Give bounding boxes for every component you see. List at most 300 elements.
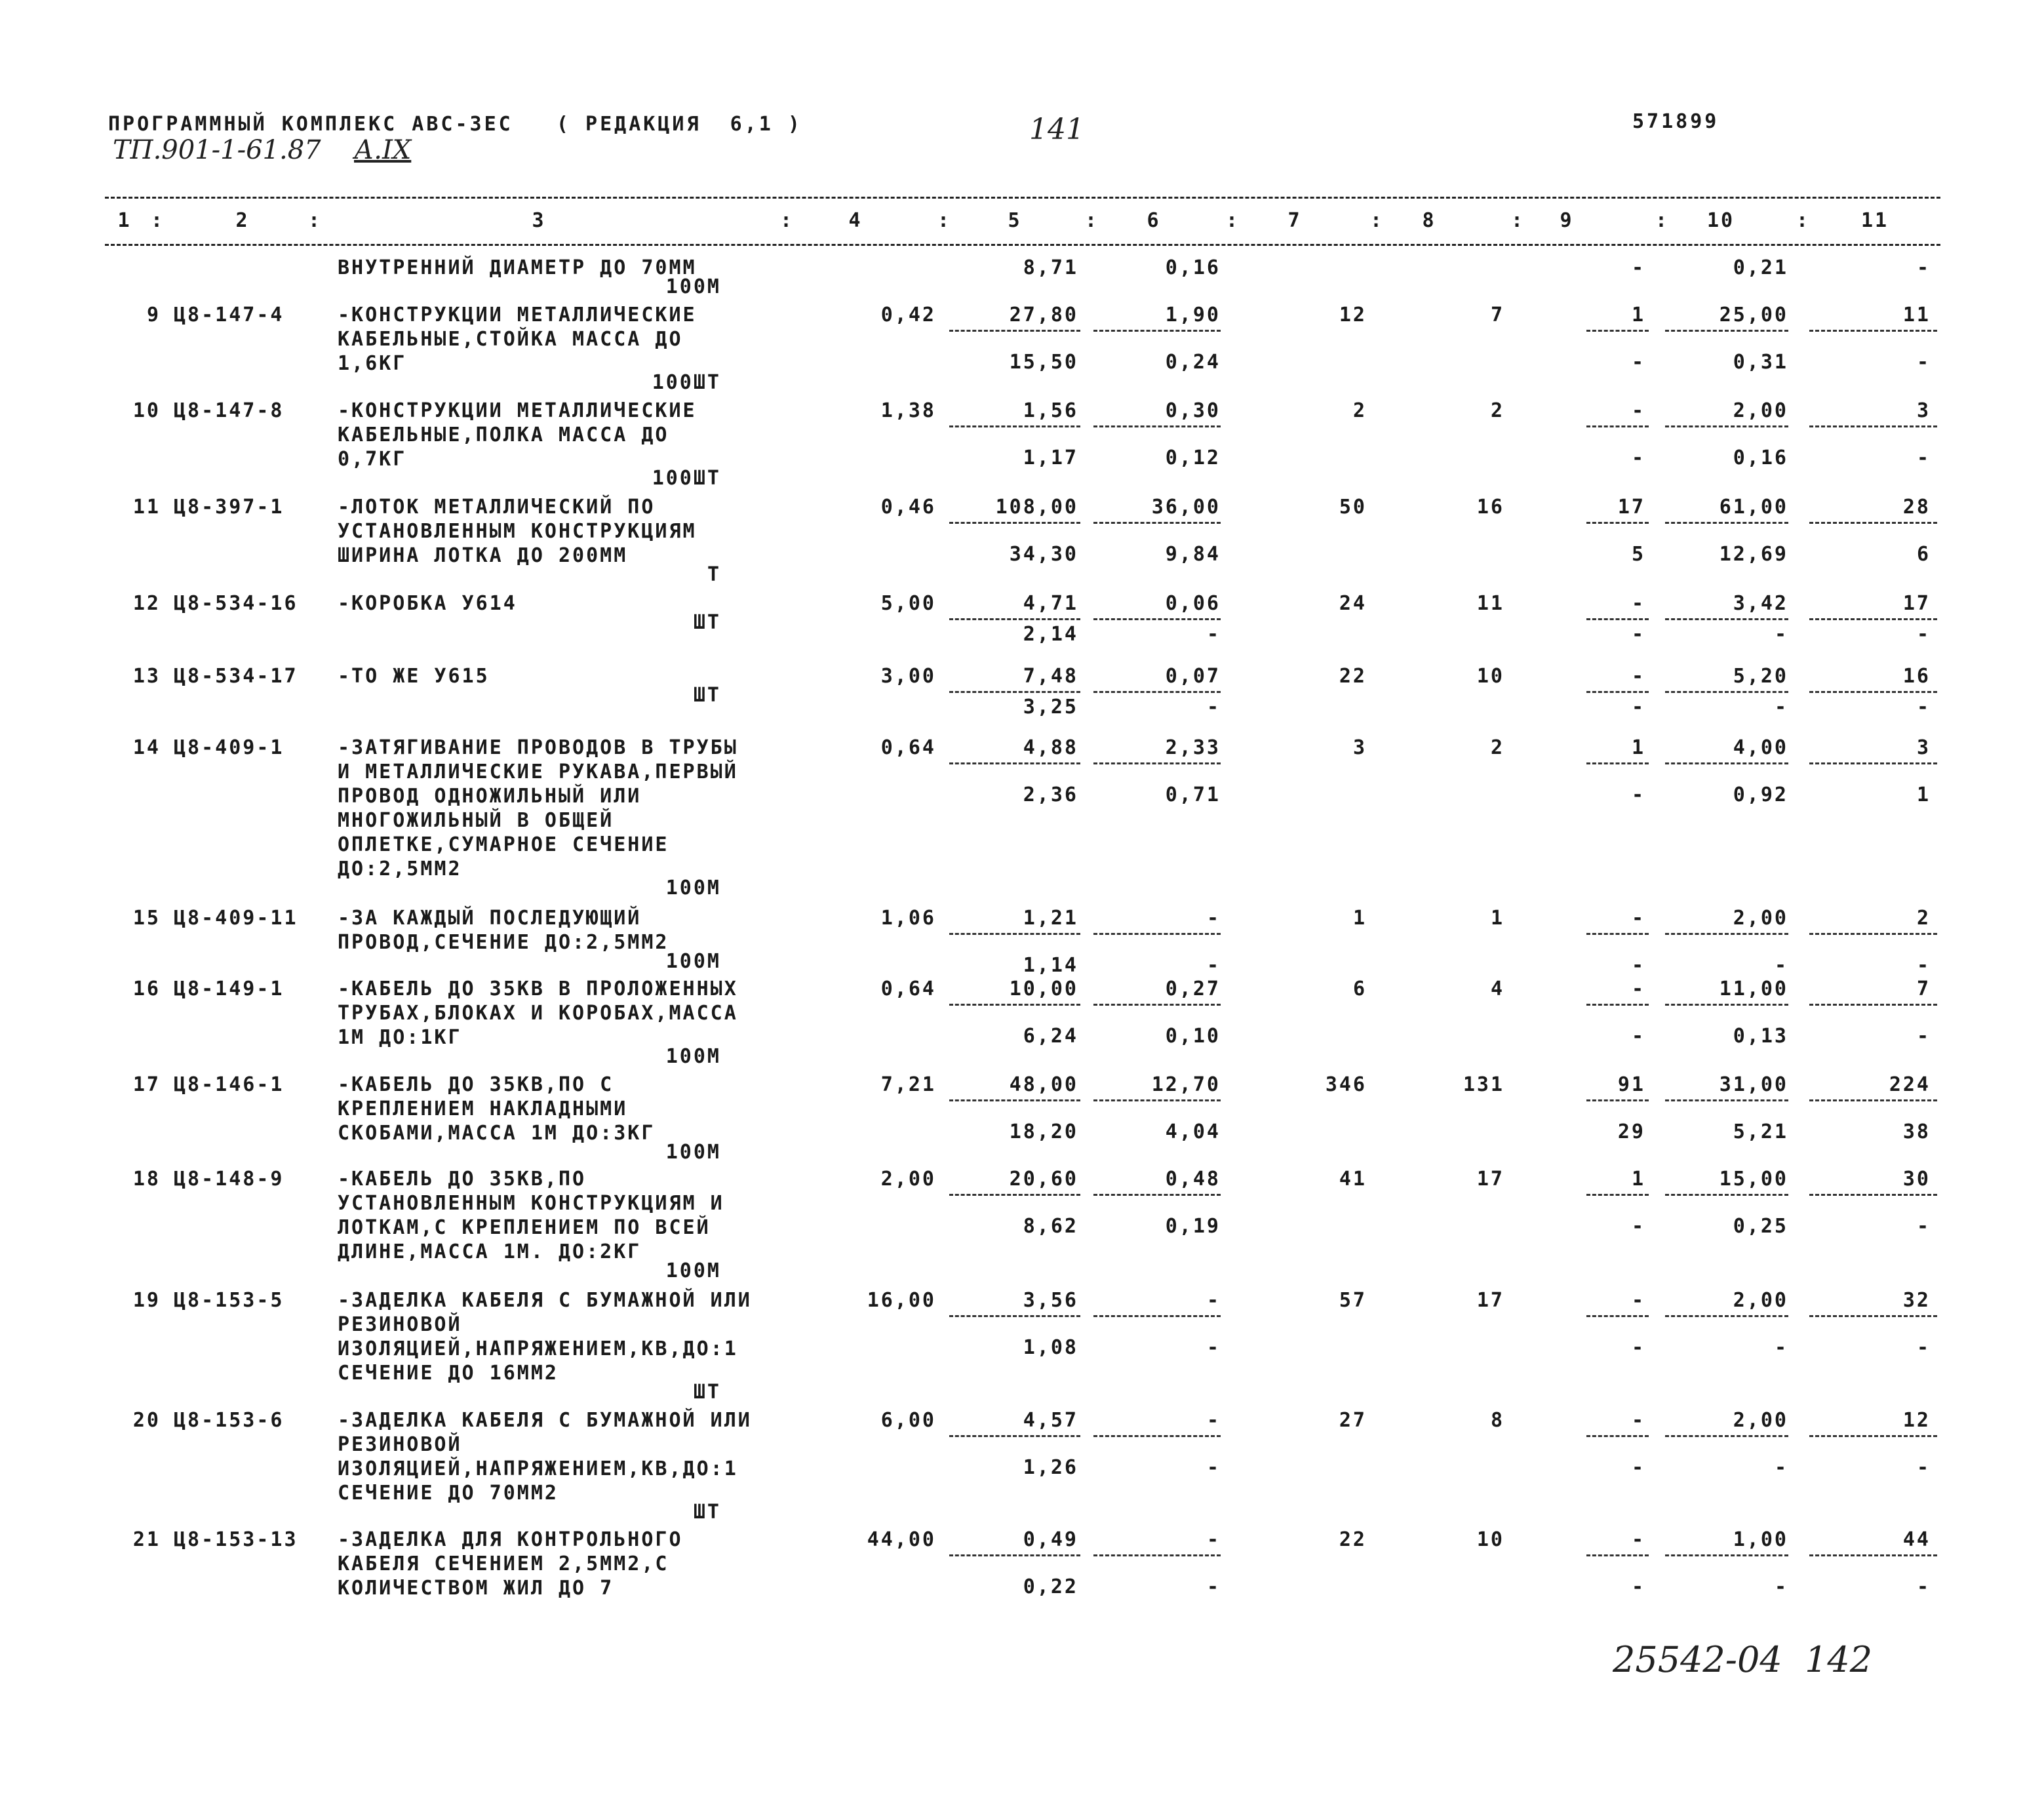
row-col10-bottom: 0,13 <box>1733 1025 1788 1048</box>
row-col4: 7,21 <box>880 1073 936 1096</box>
row-number: 20 <box>132 1409 161 1432</box>
row-description-line: -КАБЕЛЬ ДО 35КВ,ПО <box>338 1168 587 1191</box>
row-col4: 2,00 <box>880 1168 936 1191</box>
row-col10: 2,00 <box>1733 907 1788 930</box>
row-col6: - <box>1206 1289 1221 1312</box>
row-col9: 17 <box>1617 496 1645 519</box>
album-number: А.IX <box>354 135 412 165</box>
fraction-rule-c11 <box>1809 618 1937 620</box>
row-col5: 20,60 <box>1009 1168 1078 1191</box>
fraction-rule-c5 <box>949 1435 1080 1437</box>
document-number: 571899 <box>1632 110 1720 133</box>
row-col11-bottom: 6 <box>1916 543 1931 566</box>
row-col9-bottom: - <box>1631 1336 1645 1359</box>
row-col9: - <box>1631 977 1645 1000</box>
row-description-line: ТРУБАХ,БЛОКАХ И КОРОБАХ,МАССА <box>338 1002 738 1025</box>
row-unit: ШТ <box>693 684 721 707</box>
row-col6-bottom: 0,10 <box>1165 1025 1221 1048</box>
row-description-line: -ЗАДЕЛКА ДЛЯ КОНТРОЛЬНОГО <box>338 1528 683 1551</box>
fraction-rule-c11 <box>1809 330 1937 332</box>
project-code: ТП.901-1-61.87 <box>113 135 321 165</box>
row-col6: 0,30 <box>1165 399 1221 422</box>
row-col7: 41 <box>1339 1168 1367 1191</box>
row-col10: 2,00 <box>1733 1409 1788 1432</box>
column-header-5: 5 <box>1008 209 1022 232</box>
row-number: 16 <box>132 977 161 1000</box>
row-description-line: -ЗАДЕЛКА КАБЕЛЯ С БУМАЖНОЙ ИЛИ <box>338 1289 752 1312</box>
row-col5: 1,21 <box>1023 907 1078 930</box>
row-col5: 1,56 <box>1023 399 1078 422</box>
row-unit: 100М <box>665 950 721 973</box>
row-unit: 100М <box>665 1045 721 1068</box>
row-col9: - <box>1631 592 1645 615</box>
row-col11: 3 <box>1916 399 1931 422</box>
row-col6-bottom: 0,24 <box>1165 351 1221 374</box>
fraction-rule-c9 <box>1586 1194 1649 1196</box>
fraction-rule-c5 <box>949 330 1080 332</box>
fraction-rule-c9 <box>1586 618 1649 620</box>
row-col10-bottom: - <box>1774 1575 1788 1598</box>
column-header-1: 1 <box>117 209 132 232</box>
row-col11: 3 <box>1916 736 1931 759</box>
carry-over-description: ВНУТРЕННИЙ ДИАМЕТР ДО 70ММ <box>338 256 697 279</box>
row-col4: 0,64 <box>880 977 936 1000</box>
row-col7: 24 <box>1339 592 1367 615</box>
row-col5-bottom: 3,25 <box>1023 696 1078 719</box>
fraction-rule-c5 <box>949 522 1080 524</box>
fraction-rule-c10 <box>1665 1004 1788 1006</box>
row-col4: 16,00 <box>867 1289 936 1312</box>
fraction-rule-c9 <box>1586 425 1649 427</box>
row-col10-bottom: 0,16 <box>1733 446 1788 469</box>
fraction-rule-c6 <box>1093 1435 1221 1437</box>
row-col6: - <box>1206 907 1221 930</box>
row-description-line: 1,6КГ <box>338 352 407 375</box>
row-col8: 10 <box>1476 665 1504 688</box>
row-code: Ц8-153-5 <box>174 1289 285 1312</box>
row-col6-bottom: - <box>1206 1336 1221 1359</box>
column-header-6: 6 <box>1147 209 1161 232</box>
row-description-line: СЕЧЕНИЕ ДО 16ММ2 <box>338 1362 559 1385</box>
row-col11-bottom: - <box>1916 351 1931 374</box>
row-description-line: РЕЗИНОВОЙ <box>338 1433 462 1456</box>
fraction-rule-c11 <box>1809 762 1937 764</box>
row-col8: 17 <box>1476 1168 1504 1191</box>
row-col9-bottom: - <box>1631 1025 1645 1048</box>
fraction-rule-c9 <box>1586 522 1649 524</box>
row-number: 14 <box>132 736 161 759</box>
row-col6: 2,33 <box>1165 736 1221 759</box>
row-col6-bottom: 9,84 <box>1165 543 1221 566</box>
row-number: 19 <box>132 1289 161 1312</box>
row-col6: 0,27 <box>1165 977 1221 1000</box>
row-col11-bottom: - <box>1916 1336 1931 1359</box>
fraction-rule-c5 <box>949 762 1080 764</box>
row-col10-bottom: 0,31 <box>1733 351 1788 374</box>
row-col4: 1,06 <box>880 907 936 930</box>
fraction-rule-c6 <box>1093 1315 1221 1317</box>
carry-over-unit: 100М <box>665 275 721 298</box>
row-col5: 7,48 <box>1023 665 1078 688</box>
row-col4: 0,46 <box>880 496 936 519</box>
fraction-rule-c9 <box>1586 1099 1649 1101</box>
row-col6-bottom: - <box>1206 1575 1221 1598</box>
row-col10: 61,00 <box>1719 496 1788 519</box>
row-col8: 16 <box>1476 496 1504 519</box>
fraction-rule-c10 <box>1665 933 1788 935</box>
row-description-line: СКОБАМИ,МАССА 1М ДО:3КГ <box>338 1122 656 1145</box>
row-col10-bottom: - <box>1774 623 1788 646</box>
fraction-rule-c9 <box>1586 1004 1649 1006</box>
carry-over-col11: - <box>1916 256 1931 279</box>
row-code: Ц8-153-6 <box>174 1409 285 1432</box>
row-col5-bottom: 1,14 <box>1023 954 1078 977</box>
fraction-rule-c5 <box>949 618 1080 620</box>
row-col5-bottom: 2,14 <box>1023 623 1078 646</box>
row-description-line: 0,7КГ <box>338 448 407 471</box>
row-code: Ц8-534-17 <box>174 665 298 688</box>
fraction-rule-c5 <box>949 1004 1080 1006</box>
row-description-line: И МЕТАЛЛИЧЕСКИЕ РУКАВА,ПЕРВЫЙ <box>338 760 738 783</box>
column-header-3: 3 <box>532 209 546 232</box>
row-unit: 100ШТ <box>652 371 721 394</box>
page-number: 141 <box>1029 113 1084 146</box>
row-col5-bottom: 1,26 <box>1023 1456 1078 1479</box>
row-col11: 7 <box>1916 977 1931 1000</box>
row-col6-bottom: - <box>1206 954 1221 977</box>
column-separator: : <box>1085 209 1099 232</box>
row-col6: - <box>1206 1409 1221 1432</box>
table-header-rule <box>105 244 1940 246</box>
row-col11: 224 <box>1889 1073 1931 1096</box>
fraction-rule-c11 <box>1809 1315 1937 1317</box>
row-col11-bottom: - <box>1916 696 1931 719</box>
row-col8: 131 <box>1463 1073 1504 1096</box>
row-col11-bottom: - <box>1916 446 1931 469</box>
row-col9-bottom: - <box>1631 1575 1645 1598</box>
row-col9-bottom: 29 <box>1617 1120 1645 1143</box>
row-description-line: РЕЗИНОВОЙ <box>338 1313 462 1336</box>
row-col10-bottom: 5,21 <box>1733 1120 1788 1143</box>
row-col7: 22 <box>1339 1528 1367 1551</box>
row-col10-bottom: - <box>1774 1336 1788 1359</box>
fraction-rule-c6 <box>1093 618 1221 620</box>
fraction-rule-c11 <box>1809 1194 1937 1196</box>
row-description-line: -КОНСТРУКЦИИ МЕТАЛЛИЧЕСКИЕ <box>338 304 697 326</box>
row-col4: 44,00 <box>867 1528 936 1551</box>
fraction-rule-c6 <box>1093 330 1221 332</box>
row-description-line: МНОГОЖИЛЬНЫЙ В ОБЩЕЙ <box>338 809 614 832</box>
fraction-rule-c11 <box>1809 933 1937 935</box>
row-col10: 31,00 <box>1719 1073 1788 1096</box>
fraction-rule-c9 <box>1586 933 1649 935</box>
row-unit: 100ШТ <box>652 467 721 490</box>
fraction-rule-c11 <box>1809 522 1937 524</box>
row-number: 13 <box>132 665 161 688</box>
row-col11: 17 <box>1902 592 1931 615</box>
column-separator: : <box>151 209 165 232</box>
row-col5-bottom: 18,20 <box>1009 1120 1078 1143</box>
row-description-line: ИЗОЛЯЦИЕЙ,НАПРЯЖЕНИЕМ,КВ,ДО:1 <box>338 1457 738 1480</box>
row-number: 10 <box>132 399 161 422</box>
row-col5-bottom: 1,17 <box>1023 446 1078 469</box>
program-title: ПРОГРАММНЫЙ КОМПЛЕКС АВС-3ЕС ( РЕДАКЦИЯ 6,1 ) <box>108 113 802 136</box>
row-number: 18 <box>132 1168 161 1191</box>
row-col10-bottom: - <box>1774 954 1788 977</box>
fraction-rule-c5 <box>949 1554 1080 1556</box>
row-code: Ц8-397-1 <box>174 496 285 519</box>
row-col5: 4,57 <box>1023 1409 1078 1432</box>
row-description-line: КАБЕЛЬНЫЕ,ПОЛКА МАССА ДО <box>338 424 669 446</box>
row-col8: 10 <box>1476 1528 1504 1551</box>
row-number: 21 <box>132 1528 161 1551</box>
row-col8: 1 <box>1490 907 1504 930</box>
row-description-line: -ЛОТОК МЕТАЛЛИЧЕСКИЙ ПО <box>338 496 656 519</box>
row-col4: 0,64 <box>880 736 936 759</box>
row-code: Ц8-409-11 <box>174 907 298 930</box>
row-col11-bottom: - <box>1916 1575 1931 1598</box>
row-description-line: КОЛИЧЕСТВОМ ЖИЛ ДО 7 <box>338 1577 614 1600</box>
row-number: 11 <box>132 496 161 519</box>
row-col8: 8 <box>1490 1409 1504 1432</box>
row-col10: 4,00 <box>1733 736 1788 759</box>
row-col6-bottom: - <box>1206 623 1221 646</box>
row-description-line: УСТАНОВЛЕННЫМ КОНСТРУКЦИЯМ И <box>338 1192 724 1215</box>
fraction-rule-c5 <box>949 691 1080 693</box>
row-col9: - <box>1631 1528 1645 1551</box>
row-col11-bottom: - <box>1916 1215 1931 1238</box>
fraction-rule-c10 <box>1665 1194 1788 1196</box>
row-description-line: ДЛИНЕ,МАССА 1М. ДО:2КГ <box>338 1240 642 1263</box>
row-description-line: КАБЕЛЯ СЕЧЕНИЕМ 2,5ММ2,С <box>338 1552 669 1575</box>
fraction-rule-c6 <box>1093 1004 1221 1006</box>
row-col6-bottom: 0,19 <box>1165 1215 1221 1238</box>
fraction-rule-c9 <box>1586 330 1649 332</box>
row-description-line: -КОНСТРУКЦИИ МЕТАЛЛИЧЕСКИЕ <box>338 399 697 422</box>
row-description-line: -ЗАДЕЛКА КАБЕЛЯ С БУМАЖНОЙ ИЛИ <box>338 1409 752 1432</box>
row-col5: 48,00 <box>1009 1073 1078 1096</box>
row-col8: 4 <box>1490 977 1504 1000</box>
fraction-rule-c6 <box>1093 762 1221 764</box>
row-col11: 16 <box>1902 665 1931 688</box>
row-col5: 108,00 <box>995 496 1078 519</box>
row-col10: 2,00 <box>1733 399 1788 422</box>
row-col11-bottom: - <box>1916 623 1931 646</box>
row-description-line: КРЕПЛЕНИЕМ НАКЛАДНЫМИ <box>338 1097 628 1120</box>
row-code: Ц8-147-4 <box>174 304 285 326</box>
fraction-rule-c10 <box>1665 1099 1788 1101</box>
row-col10-bottom: - <box>1774 696 1788 719</box>
row-col5-bottom: 34,30 <box>1009 543 1078 566</box>
fraction-rule-c5 <box>949 425 1080 427</box>
row-col11-bottom: - <box>1916 1456 1931 1479</box>
row-col7: 12 <box>1339 304 1367 326</box>
row-col9-bottom: - <box>1631 783 1645 806</box>
row-description-line: -КОРОБКА У614 <box>338 592 517 615</box>
column-separator: : <box>1796 209 1811 232</box>
row-col7: 1 <box>1352 907 1367 930</box>
row-col9: - <box>1631 665 1645 688</box>
row-col6-bottom: 4,04 <box>1165 1120 1221 1143</box>
row-col9: 1 <box>1631 304 1645 326</box>
row-col9-bottom: - <box>1631 954 1645 977</box>
row-col4: 5,00 <box>880 592 936 615</box>
handwritten-note: 25542-04 142 <box>1613 1639 1873 1680</box>
row-col10: 11,00 <box>1719 977 1788 1000</box>
fraction-rule-c10 <box>1665 1554 1788 1556</box>
row-col6: 0,48 <box>1165 1168 1221 1191</box>
row-col6: 36,00 <box>1151 496 1221 519</box>
carry-over-col9: - <box>1631 256 1645 279</box>
row-col11-bottom: 38 <box>1902 1120 1931 1143</box>
row-col9-bottom: - <box>1631 696 1645 719</box>
row-code: Ц8-148-9 <box>174 1168 285 1191</box>
column-separator: : <box>1226 209 1240 232</box>
row-col9-bottom: - <box>1631 623 1645 646</box>
row-col10: 3,42 <box>1733 592 1788 615</box>
row-col10: 5,20 <box>1733 665 1788 688</box>
row-col6: 1,90 <box>1165 304 1221 326</box>
column-header-9: 9 <box>1560 209 1574 232</box>
row-description-line: УСТАНОВЛЕННЫМ КОНСТРУКЦИЯМ <box>338 520 697 543</box>
row-col7: 50 <box>1339 496 1367 519</box>
fraction-rule-c11 <box>1809 1435 1937 1437</box>
row-col9: 1 <box>1631 736 1645 759</box>
row-code: Ц8-153-13 <box>174 1528 298 1551</box>
fraction-rule-c10 <box>1665 425 1788 427</box>
row-col5-bottom: 15,50 <box>1009 351 1078 374</box>
fraction-rule-c9 <box>1586 1315 1649 1317</box>
row-col5: 4,71 <box>1023 592 1078 615</box>
carry-over-col6: 0,16 <box>1165 256 1221 279</box>
row-col9: - <box>1631 1289 1645 1312</box>
row-unit: Т <box>707 563 721 586</box>
row-description-line: -ЗА КАЖДЫЙ ПОСЛЕДУЮЩИЙ <box>338 907 642 930</box>
row-col9: - <box>1631 399 1645 422</box>
fraction-rule-c10 <box>1665 1315 1788 1317</box>
fraction-rule-c6 <box>1093 1194 1221 1196</box>
row-col10: 15,00 <box>1719 1168 1788 1191</box>
row-col5: 0,49 <box>1023 1528 1078 1551</box>
fraction-rule-c10 <box>1665 691 1788 693</box>
row-col9-bottom: - <box>1631 1456 1645 1479</box>
row-col4: 0,42 <box>880 304 936 326</box>
row-col4: 1,38 <box>880 399 936 422</box>
row-col11: 44 <box>1902 1528 1931 1551</box>
fraction-rule-c6 <box>1093 1554 1221 1556</box>
row-unit: 100М <box>665 1141 721 1164</box>
row-col7: 22 <box>1339 665 1367 688</box>
fraction-rule-c10 <box>1665 522 1788 524</box>
row-col11-bottom: - <box>1916 954 1931 977</box>
row-description-line: -КАБЕЛЬ ДО 35КВ,ПО С <box>338 1073 614 1096</box>
row-col6-bottom: - <box>1206 696 1221 719</box>
fraction-rule-c11 <box>1809 425 1937 427</box>
row-col11: 12 <box>1902 1409 1931 1432</box>
row-description-line: ПРОВОД ОДНОЖИЛЬНЫЙ ИЛИ <box>338 785 642 808</box>
row-col6-bottom: 0,71 <box>1165 783 1221 806</box>
row-col6-bottom: - <box>1206 1456 1221 1479</box>
row-col7: 57 <box>1339 1289 1367 1312</box>
row-col8: 7 <box>1490 304 1504 326</box>
row-col11: 32 <box>1902 1289 1931 1312</box>
fraction-rule-c10 <box>1665 1435 1788 1437</box>
row-col9: 1 <box>1631 1168 1645 1191</box>
row-description-line: 1М ДО:1КГ <box>338 1026 462 1049</box>
row-col10-bottom: 0,25 <box>1733 1215 1788 1238</box>
column-header-10: 10 <box>1706 209 1735 232</box>
column-header-8: 8 <box>1422 209 1436 232</box>
column-separator: : <box>308 209 323 232</box>
fraction-rule-c6 <box>1093 933 1221 935</box>
row-code: Ц8-149-1 <box>174 977 285 1000</box>
row-col10: 2,00 <box>1733 1289 1788 1312</box>
row-description-line: ЛОТКАМ,С КРЕПЛЕНИЕМ ПО ВСЕЙ <box>338 1216 711 1239</box>
column-separator: : <box>780 209 795 232</box>
column-header-7: 7 <box>1287 209 1302 232</box>
row-description-line: ШИРИНА ЛОТКА ДО 200ММ <box>338 544 628 567</box>
row-col9: - <box>1631 1409 1645 1432</box>
row-description-line: ОПЛЕТКЕ,СУМАРНОЕ СЕЧЕНИЕ <box>338 833 669 856</box>
row-col7: 346 <box>1325 1073 1367 1096</box>
row-col6-bottom: 0,12 <box>1165 446 1221 469</box>
fraction-rule-c5 <box>949 1099 1080 1101</box>
row-col6: 12,70 <box>1151 1073 1221 1096</box>
table-top-rule <box>105 197 1940 199</box>
row-col9-bottom: - <box>1631 351 1645 374</box>
row-col7: 2 <box>1352 399 1367 422</box>
row-col11-bottom: 1 <box>1916 783 1931 806</box>
row-col5-bottom: 8,62 <box>1023 1215 1078 1238</box>
fraction-rule-c10 <box>1665 618 1788 620</box>
row-col5: 27,80 <box>1009 304 1078 326</box>
row-col5: 4,88 <box>1023 736 1078 759</box>
row-code: Ц8-146-1 <box>174 1073 285 1096</box>
row-description-line: ДО:2,5ММ2 <box>338 858 462 880</box>
row-col11: 28 <box>1902 496 1931 519</box>
row-col5: 3,56 <box>1023 1289 1078 1312</box>
row-number: 12 <box>132 592 161 615</box>
row-col10-bottom: - <box>1774 1456 1788 1479</box>
row-col9-bottom: - <box>1631 446 1645 469</box>
row-col10: 1,00 <box>1733 1528 1788 1551</box>
column-header-2: 2 <box>235 209 250 232</box>
row-col9: 91 <box>1617 1073 1645 1096</box>
row-code: Ц8-147-8 <box>174 399 285 422</box>
row-col5-bottom: 6,24 <box>1023 1025 1078 1048</box>
carry-over-col5: 8,71 <box>1023 256 1078 279</box>
row-col9-bottom: 5 <box>1631 543 1645 566</box>
row-col8: 2 <box>1490 399 1504 422</box>
row-col6: - <box>1206 1528 1221 1551</box>
fraction-rule-c11 <box>1809 1554 1937 1556</box>
fraction-rule-c9 <box>1586 1435 1649 1437</box>
row-number: 15 <box>132 907 161 930</box>
row-col8: 2 <box>1490 736 1504 759</box>
row-col10: 25,00 <box>1719 304 1788 326</box>
fraction-rule-c9 <box>1586 762 1649 764</box>
row-col9-bottom: - <box>1631 1215 1645 1238</box>
fraction-rule-c5 <box>949 1194 1080 1196</box>
fraction-rule-c10 <box>1665 762 1788 764</box>
fraction-rule-c6 <box>1093 425 1221 427</box>
row-code: Ц8-534-16 <box>174 592 298 615</box>
row-unit: ШТ <box>693 611 721 634</box>
row-col4: 3,00 <box>880 665 936 688</box>
row-number: 9 <box>146 304 161 326</box>
column-separator: : <box>937 209 952 232</box>
row-col7: 27 <box>1339 1409 1367 1432</box>
